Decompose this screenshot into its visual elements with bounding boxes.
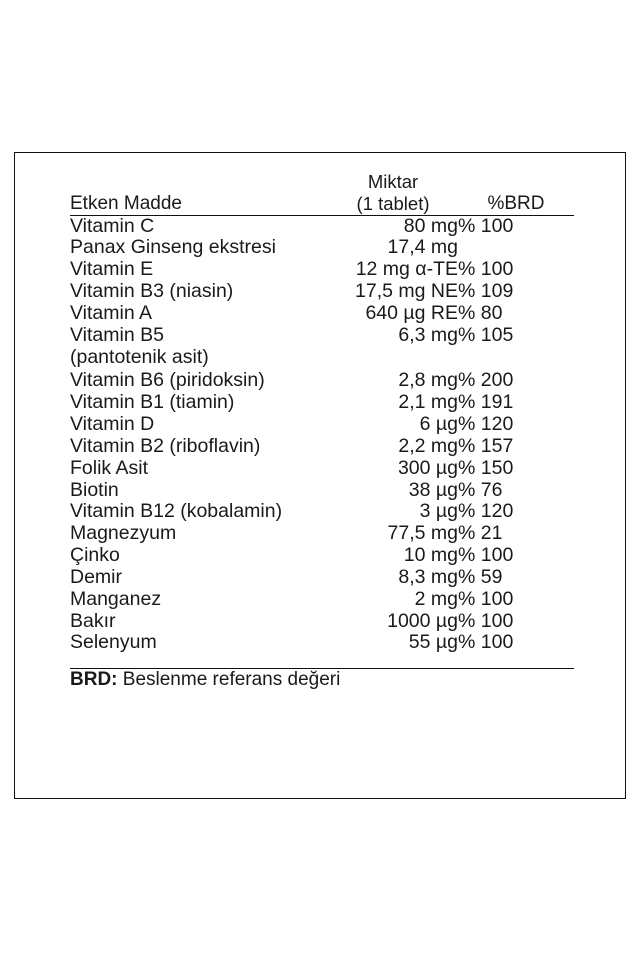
row-brd: % 80	[458, 301, 503, 324]
row-brd: % 105	[458, 323, 514, 346]
table-row	[70, 611, 574, 633]
table-row	[70, 325, 574, 347]
table-row	[70, 436, 574, 458]
row-brd: % 59	[458, 565, 503, 588]
row-brd: % 120	[458, 413, 514, 436]
row-ingredient: Çinko	[70, 544, 120, 567]
row-brd: % 76	[458, 478, 503, 501]
row-amount: 1000 µg	[387, 609, 458, 632]
row-amount: 300 µg	[397, 456, 458, 479]
row-ingredient: Panax Ginseng ekstresi	[70, 236, 276, 259]
row-ingredient: Vitamin B6 (piridoksin)	[70, 369, 265, 392]
table-head	[70, 171, 574, 215]
row-amount: 17,5 mg NE	[355, 280, 458, 303]
row-amount: 12 mg α-TE	[355, 258, 458, 281]
table-row	[70, 632, 574, 654]
row-amount: 10 mg	[403, 544, 458, 567]
column-header-amount-line2: (1 tablet)	[356, 192, 430, 214]
row-ingredient: Manganez	[70, 587, 162, 610]
table-row	[70, 237, 574, 259]
row-brd: % 150	[458, 456, 514, 479]
row-amount: 2,8 mg	[398, 369, 458, 392]
row-brd: % 120	[458, 500, 514, 523]
panel-inner	[70, 171, 574, 690]
footnote-text: Beslenme referans değeri	[117, 669, 341, 691]
row-amount: 17,4 mg	[387, 236, 458, 259]
row-brd: % 109	[458, 280, 514, 303]
row-amount: 3 µg	[419, 500, 458, 523]
row-brd: % 100	[458, 587, 514, 610]
row-ingredient: Demir	[70, 565, 122, 588]
row-amount: 6,3 mg	[398, 323, 458, 346]
row-brd	[458, 347, 574, 371]
row-amount: 77,5 mg	[387, 522, 458, 545]
table-row	[70, 215, 574, 237]
row-amount: 2,2 mg	[398, 434, 458, 457]
row-brd: % 100	[458, 631, 514, 654]
row-amount: 6 µg	[419, 413, 458, 436]
row-brd: % 200	[458, 369, 514, 392]
row-brd: % 157	[458, 434, 514, 457]
column-header-amount-line1: Miktar	[367, 171, 419, 192]
row-amount: 80 mg	[403, 214, 458, 237]
table-row	[70, 303, 574, 325]
footnote	[70, 669, 574, 691]
body-spacer	[70, 654, 574, 668]
table-row	[70, 567, 574, 589]
table-row	[70, 458, 574, 480]
row-ingredient: Vitamin B1 (tiamin)	[70, 391, 235, 414]
footnote-row	[70, 669, 574, 691]
row-brd: % 100	[458, 258, 514, 281]
ingredients-table	[70, 171, 574, 690]
row-brd	[458, 237, 574, 259]
row-ingredient: Vitamin B12 (kobalamin)	[70, 500, 283, 523]
row-brd: % 100	[458, 214, 514, 237]
row-amount: 55 µg	[408, 631, 458, 654]
row-amount: 2,1 mg	[398, 391, 458, 414]
table-row	[70, 545, 574, 567]
row-brd: % 191	[458, 391, 514, 414]
row-amount	[328, 347, 458, 371]
table-row	[70, 414, 574, 436]
row-ingredient: (pantotenik asit)	[70, 345, 209, 368]
row-ingredient: Selenyum	[70, 631, 157, 654]
row-amount: 38 µg	[408, 478, 458, 501]
row-ingredient: Vitamin B5	[70, 323, 164, 346]
column-header-ingredient: Etken Madde	[70, 192, 182, 214]
column-header-brd: %BRD	[487, 192, 545, 214]
row-ingredient: Vitamin A	[70, 301, 153, 324]
table-row	[70, 370, 574, 392]
row-ingredient: Magnezyum	[70, 522, 177, 545]
row-amount: 8,3 mg	[398, 565, 458, 588]
row-ingredient: Vitamin B3 (niasin)	[70, 280, 234, 303]
row-ingredient: Biotin	[70, 478, 119, 501]
table-row	[70, 589, 574, 611]
table-row	[70, 501, 574, 523]
spacer-cell	[70, 654, 574, 668]
row-amount: 640 µg RE	[365, 301, 458, 324]
table-row	[70, 523, 574, 545]
row-amount: 2 mg	[414, 587, 458, 610]
supplement-facts-panel	[14, 152, 626, 799]
table-row	[70, 480, 574, 502]
row-ingredient: Bakır	[70, 609, 116, 632]
row-ingredient: Vitamin E	[70, 258, 154, 281]
column-header-amount	[328, 171, 458, 215]
table-row	[70, 392, 574, 414]
footnote-abbr: BRD:	[70, 669, 118, 691]
table-row	[70, 347, 574, 371]
row-ingredient: Vitamin D	[70, 413, 155, 436]
table-row	[70, 281, 574, 303]
table-row	[70, 259, 574, 281]
row-brd: % 21	[458, 522, 503, 545]
row-brd: % 100	[458, 544, 514, 567]
row-ingredient: Folik Asit	[70, 456, 149, 479]
table-body	[70, 215, 574, 690]
row-ingredient: Vitamin B2 (riboflavin)	[70, 434, 261, 457]
row-ingredient: Vitamin C	[70, 214, 155, 237]
header-row	[70, 171, 574, 215]
row-brd: % 100	[458, 609, 514, 632]
